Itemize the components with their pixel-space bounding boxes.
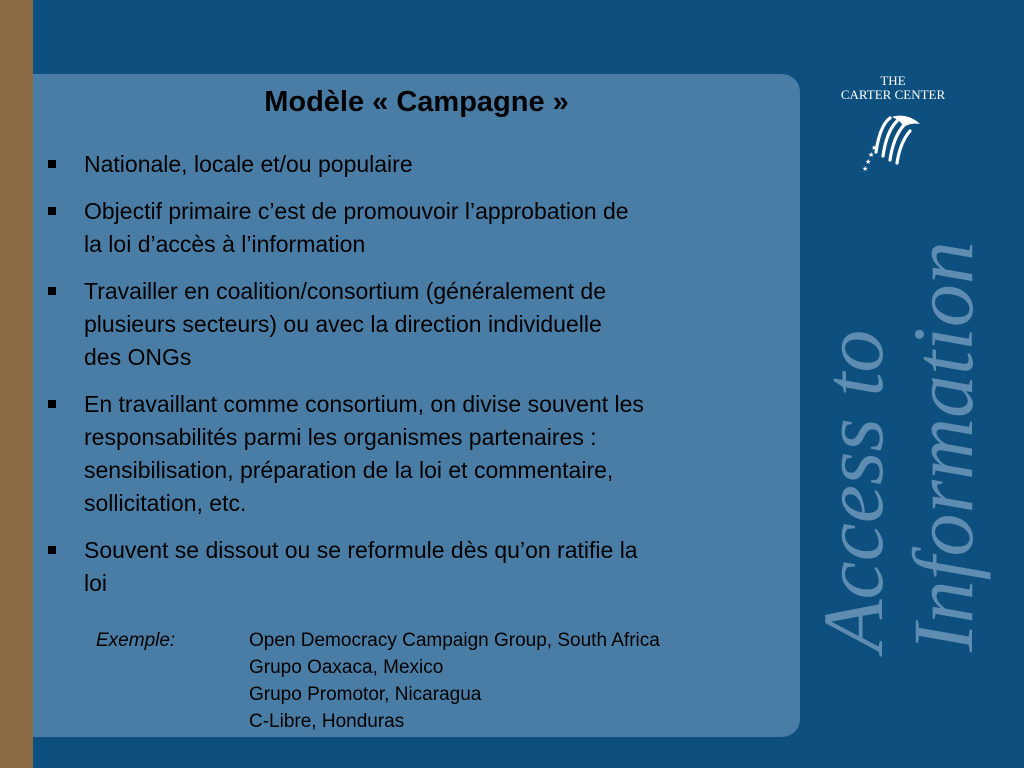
bullet-item bbox=[44, 534, 784, 600]
logo-line: CARTER CENTER bbox=[840, 87, 946, 102]
example-item: C-Libre, Honduras bbox=[249, 711, 405, 732]
bullet-line: responsabilités parmi les organismes partenaires : bbox=[84, 424, 597, 450]
square-bullet-icon bbox=[48, 400, 56, 408]
example-item: Grupo Promotor, Nicaragua bbox=[249, 684, 482, 705]
bullet-line: des ONGs bbox=[84, 344, 192, 370]
left-accent-bar bbox=[0, 0, 33, 768]
square-bullet-icon bbox=[48, 546, 56, 554]
bullet-line: Objectif primaire c’est de promouvoir l’approbation de bbox=[84, 198, 629, 224]
watermark-line: Access to bbox=[805, 329, 901, 652]
bullet-line: sollicitation, etc. bbox=[84, 490, 247, 516]
square-bullet-icon bbox=[48, 287, 56, 295]
bullet-line: sensibilisation, préparation de la loi et commentaire, bbox=[84, 457, 614, 483]
bullet-line: loi bbox=[84, 570, 108, 596]
example-item: Grupo Oaxaca, Mexico bbox=[249, 657, 444, 678]
square-bullet-icon bbox=[48, 207, 56, 215]
svg-text:★: ★ bbox=[871, 144, 878, 152]
carter-center-logo-text bbox=[826, 74, 960, 102]
example-label: Exemple: bbox=[96, 630, 176, 651]
bullet-item bbox=[44, 148, 784, 181]
bullet-item bbox=[44, 388, 784, 520]
bullet-line: plusieurs secteurs) ou avec la direction individuelle bbox=[84, 311, 602, 337]
bullet-line: Nationale, locale et/ou populaire bbox=[84, 151, 413, 177]
bullet-item bbox=[44, 195, 784, 261]
bullet-line: En travaillant comme consortium, on divise souvent les bbox=[84, 391, 644, 417]
svg-text:★: ★ bbox=[862, 165, 869, 173]
bullet-line: la loi d’accès à l’information bbox=[84, 231, 366, 257]
example-item: Open Democracy Campaign Group, South Africa bbox=[249, 630, 660, 651]
bullet-item bbox=[44, 275, 784, 374]
slide-title: Modèle « Campagne » bbox=[264, 86, 569, 118]
example-list bbox=[249, 627, 660, 735]
eagle-icon bbox=[858, 112, 928, 176]
access-to-information-watermark bbox=[805, 172, 1024, 652]
bullet-line: Souvent se dissout ou se reformule dès qu’on ratifie la bbox=[84, 537, 638, 563]
svg-text:★: ★ bbox=[868, 151, 875, 159]
bullet-list bbox=[44, 148, 784, 614]
bullet-line: Travailler en coalition/consortium (généralement de bbox=[84, 278, 607, 304]
svg-text:★: ★ bbox=[865, 158, 872, 166]
watermark-line: Information bbox=[895, 241, 991, 652]
logo-line: THE bbox=[880, 73, 906, 88]
square-bullet-icon bbox=[48, 160, 56, 168]
